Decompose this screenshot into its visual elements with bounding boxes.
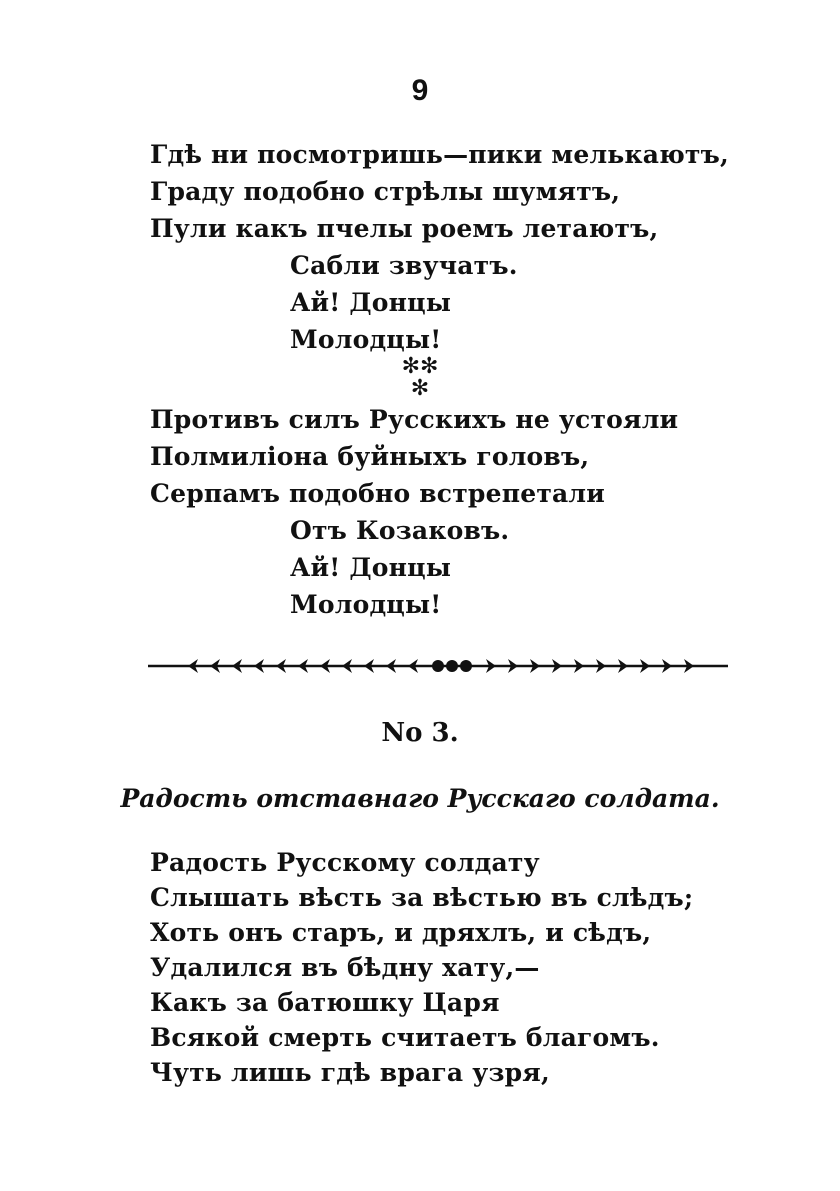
verse-line: Гдѣ ни посмотришь—пики мелькаютъ,	[150, 140, 729, 169]
page-number: 9	[411, 74, 429, 107]
verse-line: Удалился въ бѣдну хату,—	[150, 953, 540, 982]
poem-title: Радость отставнаго Русскаго солдата.	[120, 784, 720, 813]
verse-line: Хоть онъ старъ, и дряхлъ, и сѣдъ,	[150, 918, 652, 947]
verse-line: Слышать вѣсть за вѣстью въ слѣдъ;	[150, 883, 694, 912]
verse-line: Всякой смерть считаетъ благомъ.	[150, 1023, 660, 1052]
verse-line: Граду подобно стрѣлы шумятъ,	[150, 177, 621, 206]
verse-line: Пули какъ пчелы роемъ летаютъ,	[150, 214, 659, 243]
section-heading: No 3.	[381, 718, 459, 748]
verse-line: Полмиліона буйныхъ головъ,	[150, 442, 590, 471]
asterism-bottom: ✻	[410, 376, 430, 401]
refrain-line: Молодцы!	[290, 590, 442, 619]
refrain-line: Ай! Донцы	[290, 553, 452, 582]
refrain-line: Молодцы!	[290, 325, 442, 354]
verse-line: Какъ за батюшку Царя	[150, 988, 500, 1017]
verse-line: Противъ силъ Русскихъ не устояли	[150, 405, 679, 434]
verse-line: Чуть лишь гдѣ врага узря,	[150, 1058, 550, 1087]
refrain-line: Сабли звучатъ.	[290, 251, 518, 280]
refrain-line: Отъ Козаковъ.	[290, 516, 510, 545]
refrain-line: Ай! Донцы	[290, 288, 452, 317]
ornament-divider	[148, 654, 728, 678]
asterism-top: ✻✻	[401, 354, 439, 379]
verse-line: Серпамъ подобно встрепетали	[150, 479, 605, 508]
verse-line: Радость Русскому солдату	[150, 848, 540, 877]
